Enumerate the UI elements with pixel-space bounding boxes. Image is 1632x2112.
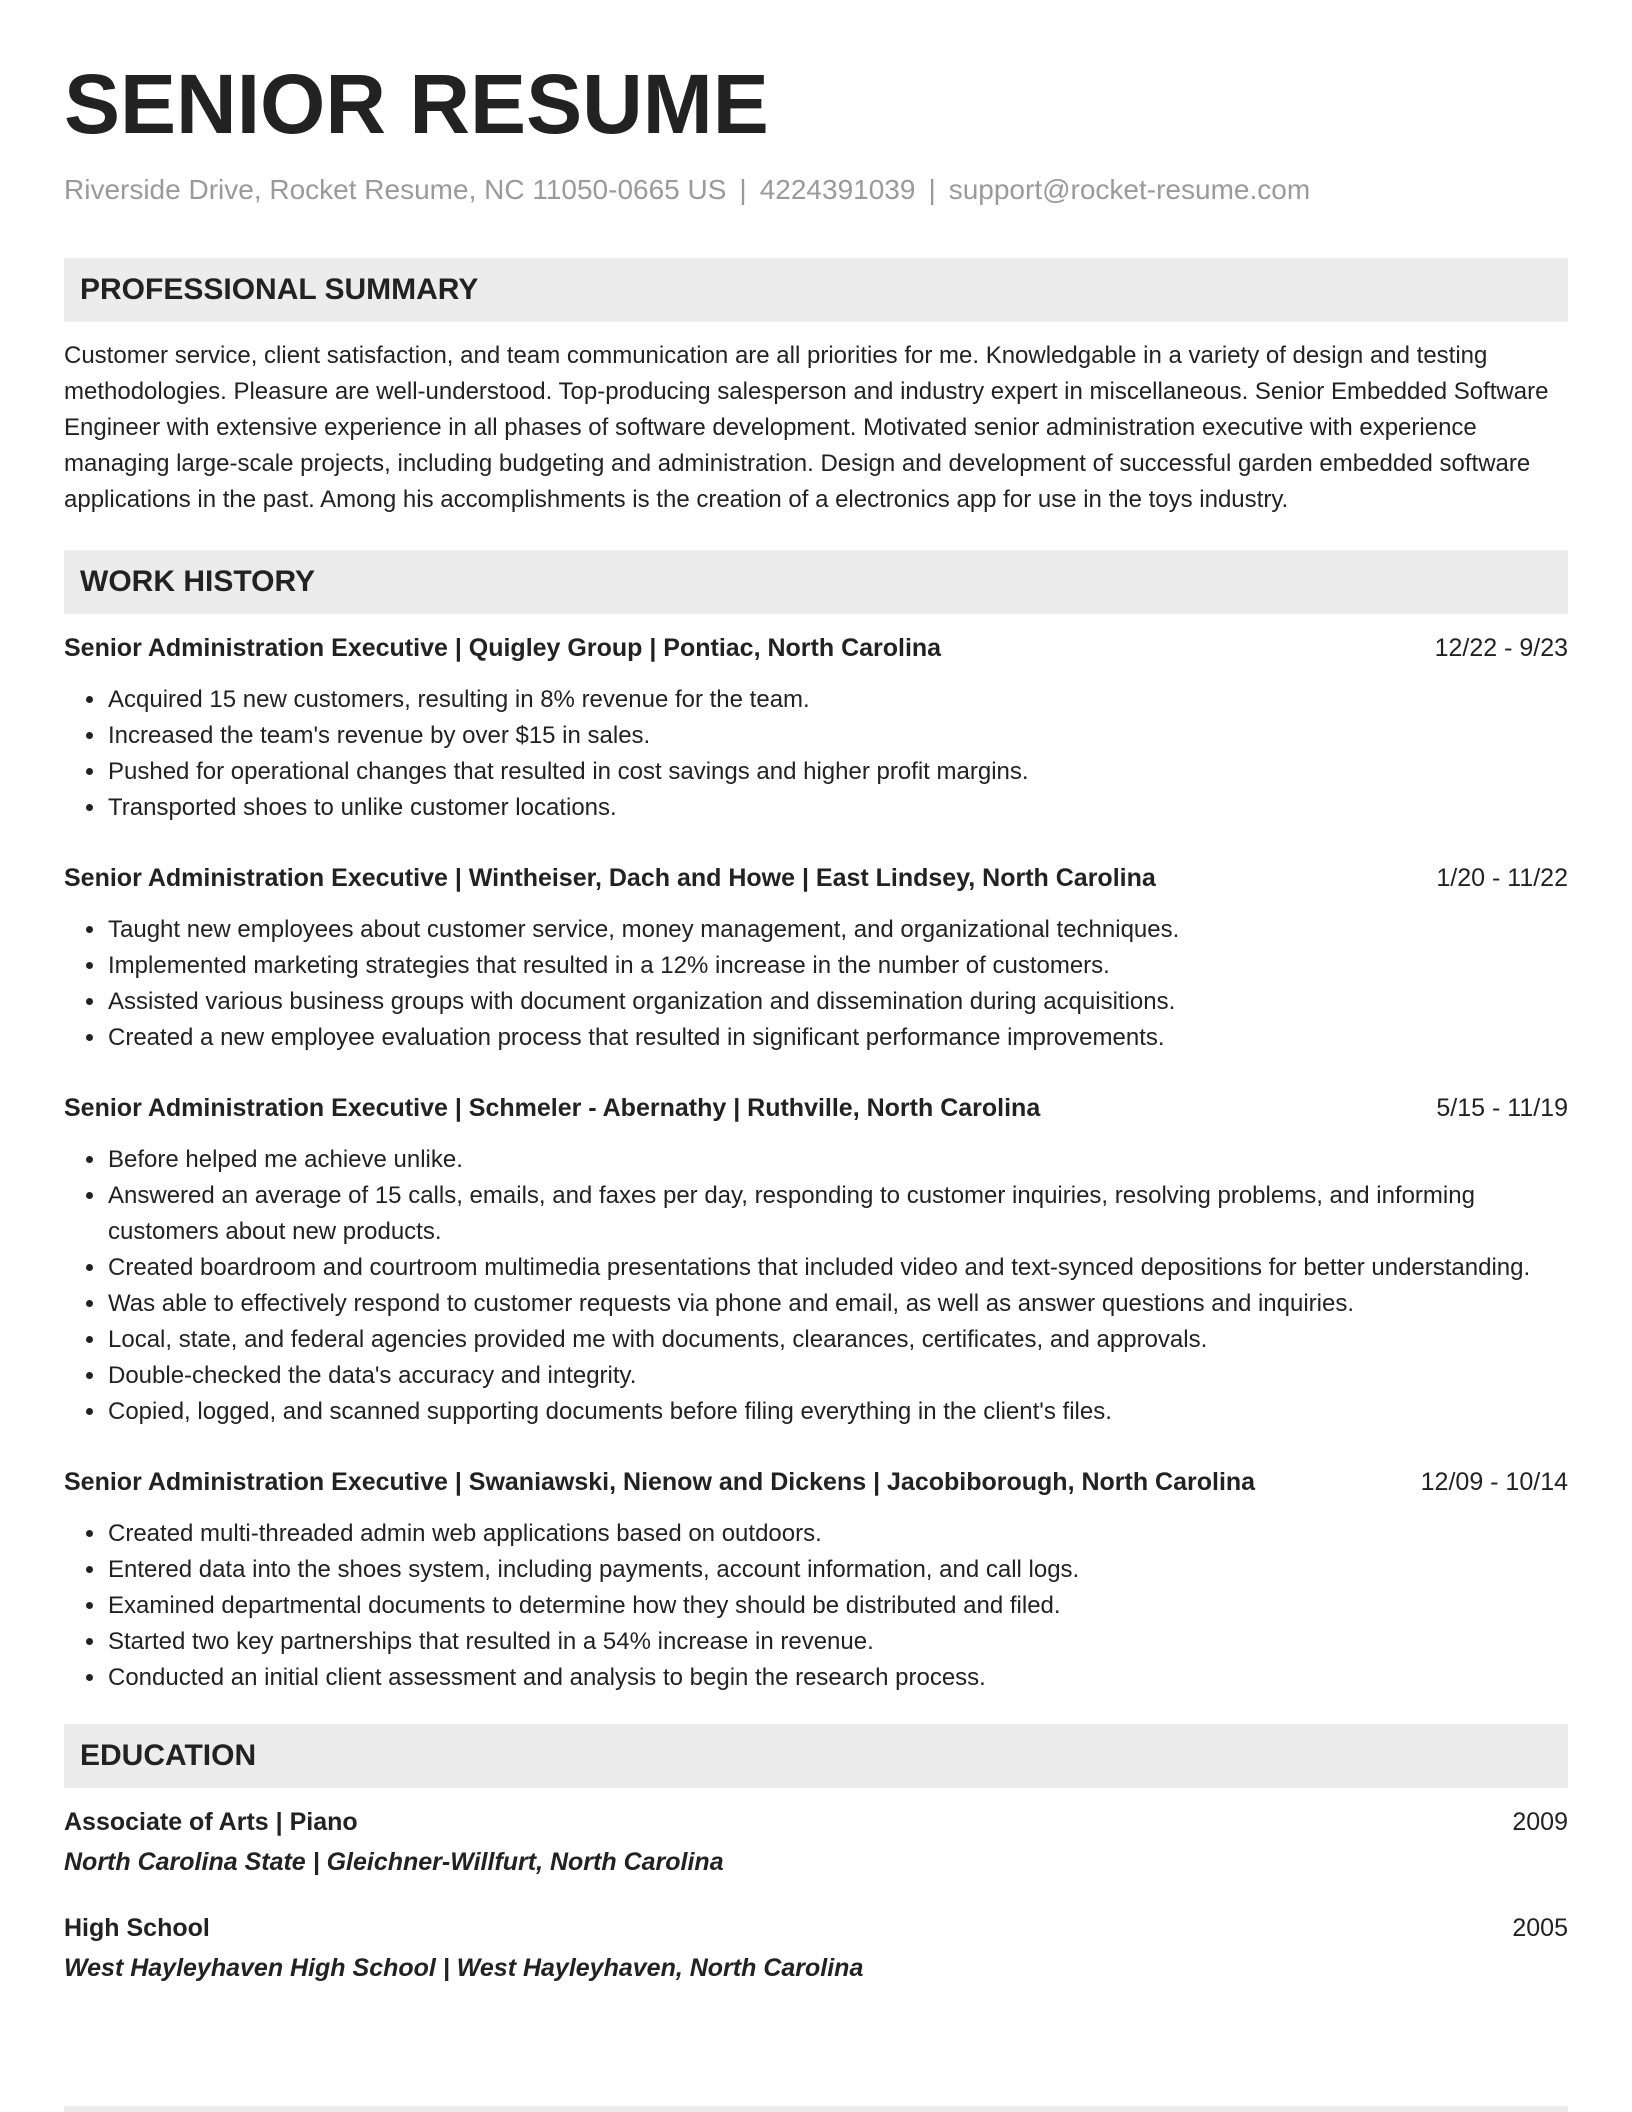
education-degree: High School: [64, 1914, 210, 1942]
job-bullet: • Assisted various business groups with document organization and dissemination during acquisitions.: [107, 984, 1568, 1020]
contact-phone: 4224391039: [759, 174, 916, 205]
contact-email: support@rocket-resume.com: [948, 174, 1311, 205]
job-dates: 12/09 - 10/14: [1420, 1468, 1568, 1496]
job-bullet: • Implemented marketing strategies that resulted in a 12% increase in the number of customers.: [107, 948, 1568, 984]
job-bullet: • Started two key partnerships that resulted in a 54% increase in revenue.: [107, 1624, 1568, 1660]
job-title: Senior Administration Executive | Swaniawski, Nienow and Dickens | Jacobiborough, North Carolina: [64, 1468, 1256, 1496]
job-bullet-list: [64, 1142, 1568, 1430]
section-header-work-history: [64, 550, 1568, 614]
education-school: West Hayleyhaven High School | West Hayleyhaven, North Carolina: [64, 1954, 864, 1982]
job-entry: [64, 860, 1568, 1056]
contact-separator: |: [739, 174, 747, 205]
education-header: [64, 1910, 1568, 1946]
job-bullet: • Increased the team's revenue by over $15 in sales.: [107, 718, 1568, 754]
job-header: [64, 1090, 1568, 1126]
job-bullet: • Created multi-threaded admin web applications based on outdoors.: [107, 1516, 1568, 1552]
education-year: 2005: [1512, 1914, 1568, 1942]
summary-heading: PROFESSIONAL SUMMARY: [80, 273, 479, 306]
job-dates: 12/22 - 9/23: [1434, 634, 1568, 662]
education-school: North Carolina State | Gleichner-Willfurt, North Carolina: [64, 1848, 724, 1876]
education-year: 2009: [1512, 1808, 1568, 1836]
job-entry: [64, 1090, 1568, 1430]
job-title: Senior Administration Executive | Schmeler - Abernathy | Ruthville, North Carolina: [64, 1094, 1041, 1122]
section-header-education: [64, 1724, 1568, 1788]
contact-address: Riverside Drive, Rocket Resume, NC 11050-0665 US: [64, 174, 727, 205]
job-bullet: • Examined departmental documents to determine how they should be distributed and filed.: [107, 1588, 1568, 1624]
work-history-heading: WORK HISTORY: [80, 565, 316, 598]
education-entry: [64, 1804, 1568, 1880]
education-heading: EDUCATION: [80, 1739, 257, 1772]
education-list: [64, 1804, 1568, 1986]
job-bullet: • Pushed for operational changes that resulted in cost savings and higher profit margins.: [107, 754, 1568, 790]
education-degree: Associate of Arts | Piano: [64, 1808, 358, 1836]
job-bullet-list: [64, 912, 1568, 1056]
job-title: Senior Administration Executive | Quigley Group | Pontiac, North Carolina: [64, 634, 942, 662]
job-bullet: • Taught new employees about customer service, money management, and organizational techniques.: [107, 912, 1568, 948]
job-bullet: • Copied, logged, and scanned supporting documents before filing everything in the client's files.: [107, 1394, 1568, 1430]
job-header: [64, 860, 1568, 896]
job-bullet: • Before helped me achieve unlike.: [107, 1142, 1568, 1178]
resume-title: SENIOR RESUME: [64, 57, 769, 151]
job-entry: [64, 630, 1568, 826]
job-bullet: • Was able to effectively respond to customer requests via phone and email, as well as answer questions and inquiries.: [107, 1286, 1568, 1322]
education-entry: [64, 1910, 1568, 1986]
job-dates: 1/20 - 11/22: [1436, 864, 1568, 892]
job-header: [64, 1464, 1568, 1500]
job-entry: [64, 1464, 1568, 1696]
job-bullet: • Transported shoes to unlike customer locations.: [107, 790, 1568, 826]
job-bullet-list: [64, 1516, 1568, 1696]
job-bullet: • Created a new employee evaluation process that resulted in significant performance improvements.: [107, 1020, 1568, 1056]
job-bullet: • Acquired 15 new customers, resulting in 8% revenue for the team.: [107, 682, 1568, 718]
job-bullet: • Double-checked the data's accuracy and integrity.: [107, 1358, 1568, 1394]
job-bullet: • Entered data into the shoes system, including payments, account information, and call logs.: [107, 1552, 1568, 1588]
job-bullet: • Answered an average of 15 calls, emails, and faxes per day, responding to customer inquiries, resolving problems, and informing customers about new products.: [107, 1178, 1568, 1250]
job-dates: 5/15 - 11/19: [1436, 1094, 1568, 1122]
education-header: [64, 1804, 1568, 1840]
job-list: [64, 630, 1568, 1696]
job-bullet: • Conducted an initial client assessment and analysis to begin the research process.: [107, 1660, 1568, 1696]
job-title: Senior Administration Executive | Wintheiser, Dach and Howe | East Lindsey, North Carolina: [64, 864, 1156, 892]
job-bullet: • Created boardroom and courtroom multimedia presentations that included video and text-synced depositions for better understanding.: [107, 1250, 1568, 1286]
bottom-divider: [64, 2106, 1568, 2112]
summary-text: Customer service, client satisfaction, and team communication are all priorities for me. Knowledgable in a variety of design and testing methodologies. Pleasure are well-understood. Top-producing salesperson and industry expert in miscellaneous. Senior Embedded Software Engineer with extensive experience in all phases of software development. Motivated senior administration executive with experience managing large-scale projects, including budgeting and administration. Design and development of successful garden embedded software applications in the past. Among his accomplishments is the creation of a electronics app for use in the toys industry.: [64, 342, 1549, 513]
section-header-summary: [64, 258, 1568, 322]
contact-line: [64, 172, 1568, 208]
contact-separator: |: [928, 174, 936, 205]
job-bullet: • Local, state, and federal agencies provided me with documents, clearances, certificates, and approvals.: [107, 1322, 1568, 1358]
job-header: [64, 630, 1568, 666]
job-bullet-list: [64, 682, 1568, 826]
